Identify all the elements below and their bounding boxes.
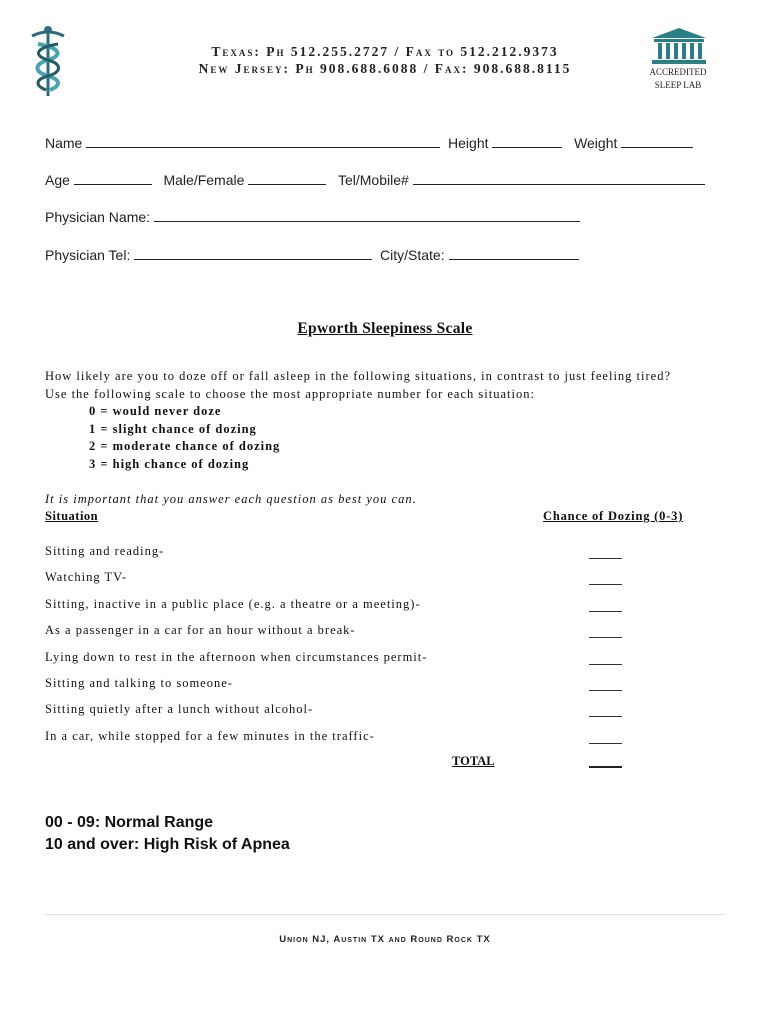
tel-field[interactable] [413, 171, 705, 185]
building-columns-icon [648, 26, 710, 66]
total-label: TOTAL [452, 754, 495, 768]
situation-item: Sitting and talking to someone- [45, 676, 233, 690]
score-field[interactable] [589, 663, 622, 665]
scale-title: Epworth Sleepiness Scale [297, 320, 473, 337]
sex-field[interactable] [248, 171, 326, 185]
name-field[interactable] [86, 134, 440, 148]
intro-instructions: Use the following scale to choose the most appropriate number for each situation: [45, 387, 535, 401]
weight-label: Weight [574, 135, 618, 151]
situation-item: Sitting quietly after a lunch without alcohol- [45, 702, 314, 716]
high-risk-range: 10 and over: High Risk of Apnea [45, 836, 290, 853]
situation-header: Situation [45, 509, 99, 523]
city-state-field[interactable] [449, 246, 579, 260]
situation-item: As a passenger in a car for an hour without a break- [45, 623, 356, 637]
accreditation-label [640, 66, 716, 92]
score-field[interactable] [589, 742, 622, 744]
total-field[interactable] [589, 766, 622, 768]
city-state-label: City/State: [380, 247, 445, 263]
score-field[interactable] [589, 610, 622, 612]
chance-header: Chance of Dozing (0-3) [543, 509, 684, 523]
name-row [45, 134, 693, 151]
score-field[interactable] [589, 636, 622, 638]
normal-range: 00 - 09: Normal Range [45, 814, 214, 831]
situation-item: Lying down to rest in the afternoon when circumstances permit- [45, 650, 428, 664]
accredited-text: ACCREDITED [649, 67, 707, 77]
height-label: Height [448, 135, 489, 151]
header-nj-contact: New Jersey: Ph 908.688.6088 / Fax: 908.688.8115 [198, 61, 572, 76]
intro-question: How likely are you to doze off or fall asleep in the following situations, in contrast to just feeling tired? [45, 369, 672, 383]
score-field[interactable] [589, 557, 622, 559]
footer-divider [45, 914, 725, 915]
weight-field[interactable] [621, 134, 693, 148]
score-field[interactable] [589, 715, 622, 717]
age-field[interactable] [74, 171, 152, 185]
physician-name-row [45, 208, 580, 225]
name-label: Name [45, 135, 83, 151]
situation-item: Sitting, inactive in a public place (e.g. a theatre or a meeting)- [45, 597, 421, 611]
scale-level-1: 1 = slight chance of dozing [89, 422, 257, 436]
scale-level-0: 0 = would never doze [89, 404, 222, 418]
scale-level-3: 3 = high chance of dozing [89, 457, 250, 471]
situation-item: Watching TV- [45, 570, 128, 584]
physician-tel-row [45, 246, 579, 263]
age-row [45, 171, 705, 188]
physician-name-label: Physician Name: [45, 209, 151, 225]
score-field[interactable] [589, 583, 622, 585]
answer-instruction: It is important that you answer each question as best you can. [45, 492, 417, 506]
sex-label: Male/Female [163, 172, 245, 188]
situation-item: Sitting and reading- [45, 544, 165, 558]
height-field[interactable] [492, 134, 562, 148]
score-field[interactable] [589, 689, 622, 691]
sleep-lab-text: SLEEP LAB [654, 80, 702, 90]
header-texas-contact: Texas: Ph 512.255.2727 / Fax to 512.212.9373 [211, 44, 559, 59]
footer-locations: Union NJ, Austin TX and Round Rock TX [279, 934, 491, 945]
situation-item: In a car, while stopped for a few minutes in the traffic- [45, 729, 375, 743]
tel-label: Tel/Mobile# [337, 172, 409, 188]
physician-tel-field[interactable] [134, 246, 372, 260]
scale-level-2: 2 = moderate chance of dozing [89, 439, 281, 453]
age-label: Age [45, 172, 70, 188]
physician-tel-label: Physician Tel: [45, 247, 131, 263]
physician-name-field[interactable] [154, 208, 580, 222]
